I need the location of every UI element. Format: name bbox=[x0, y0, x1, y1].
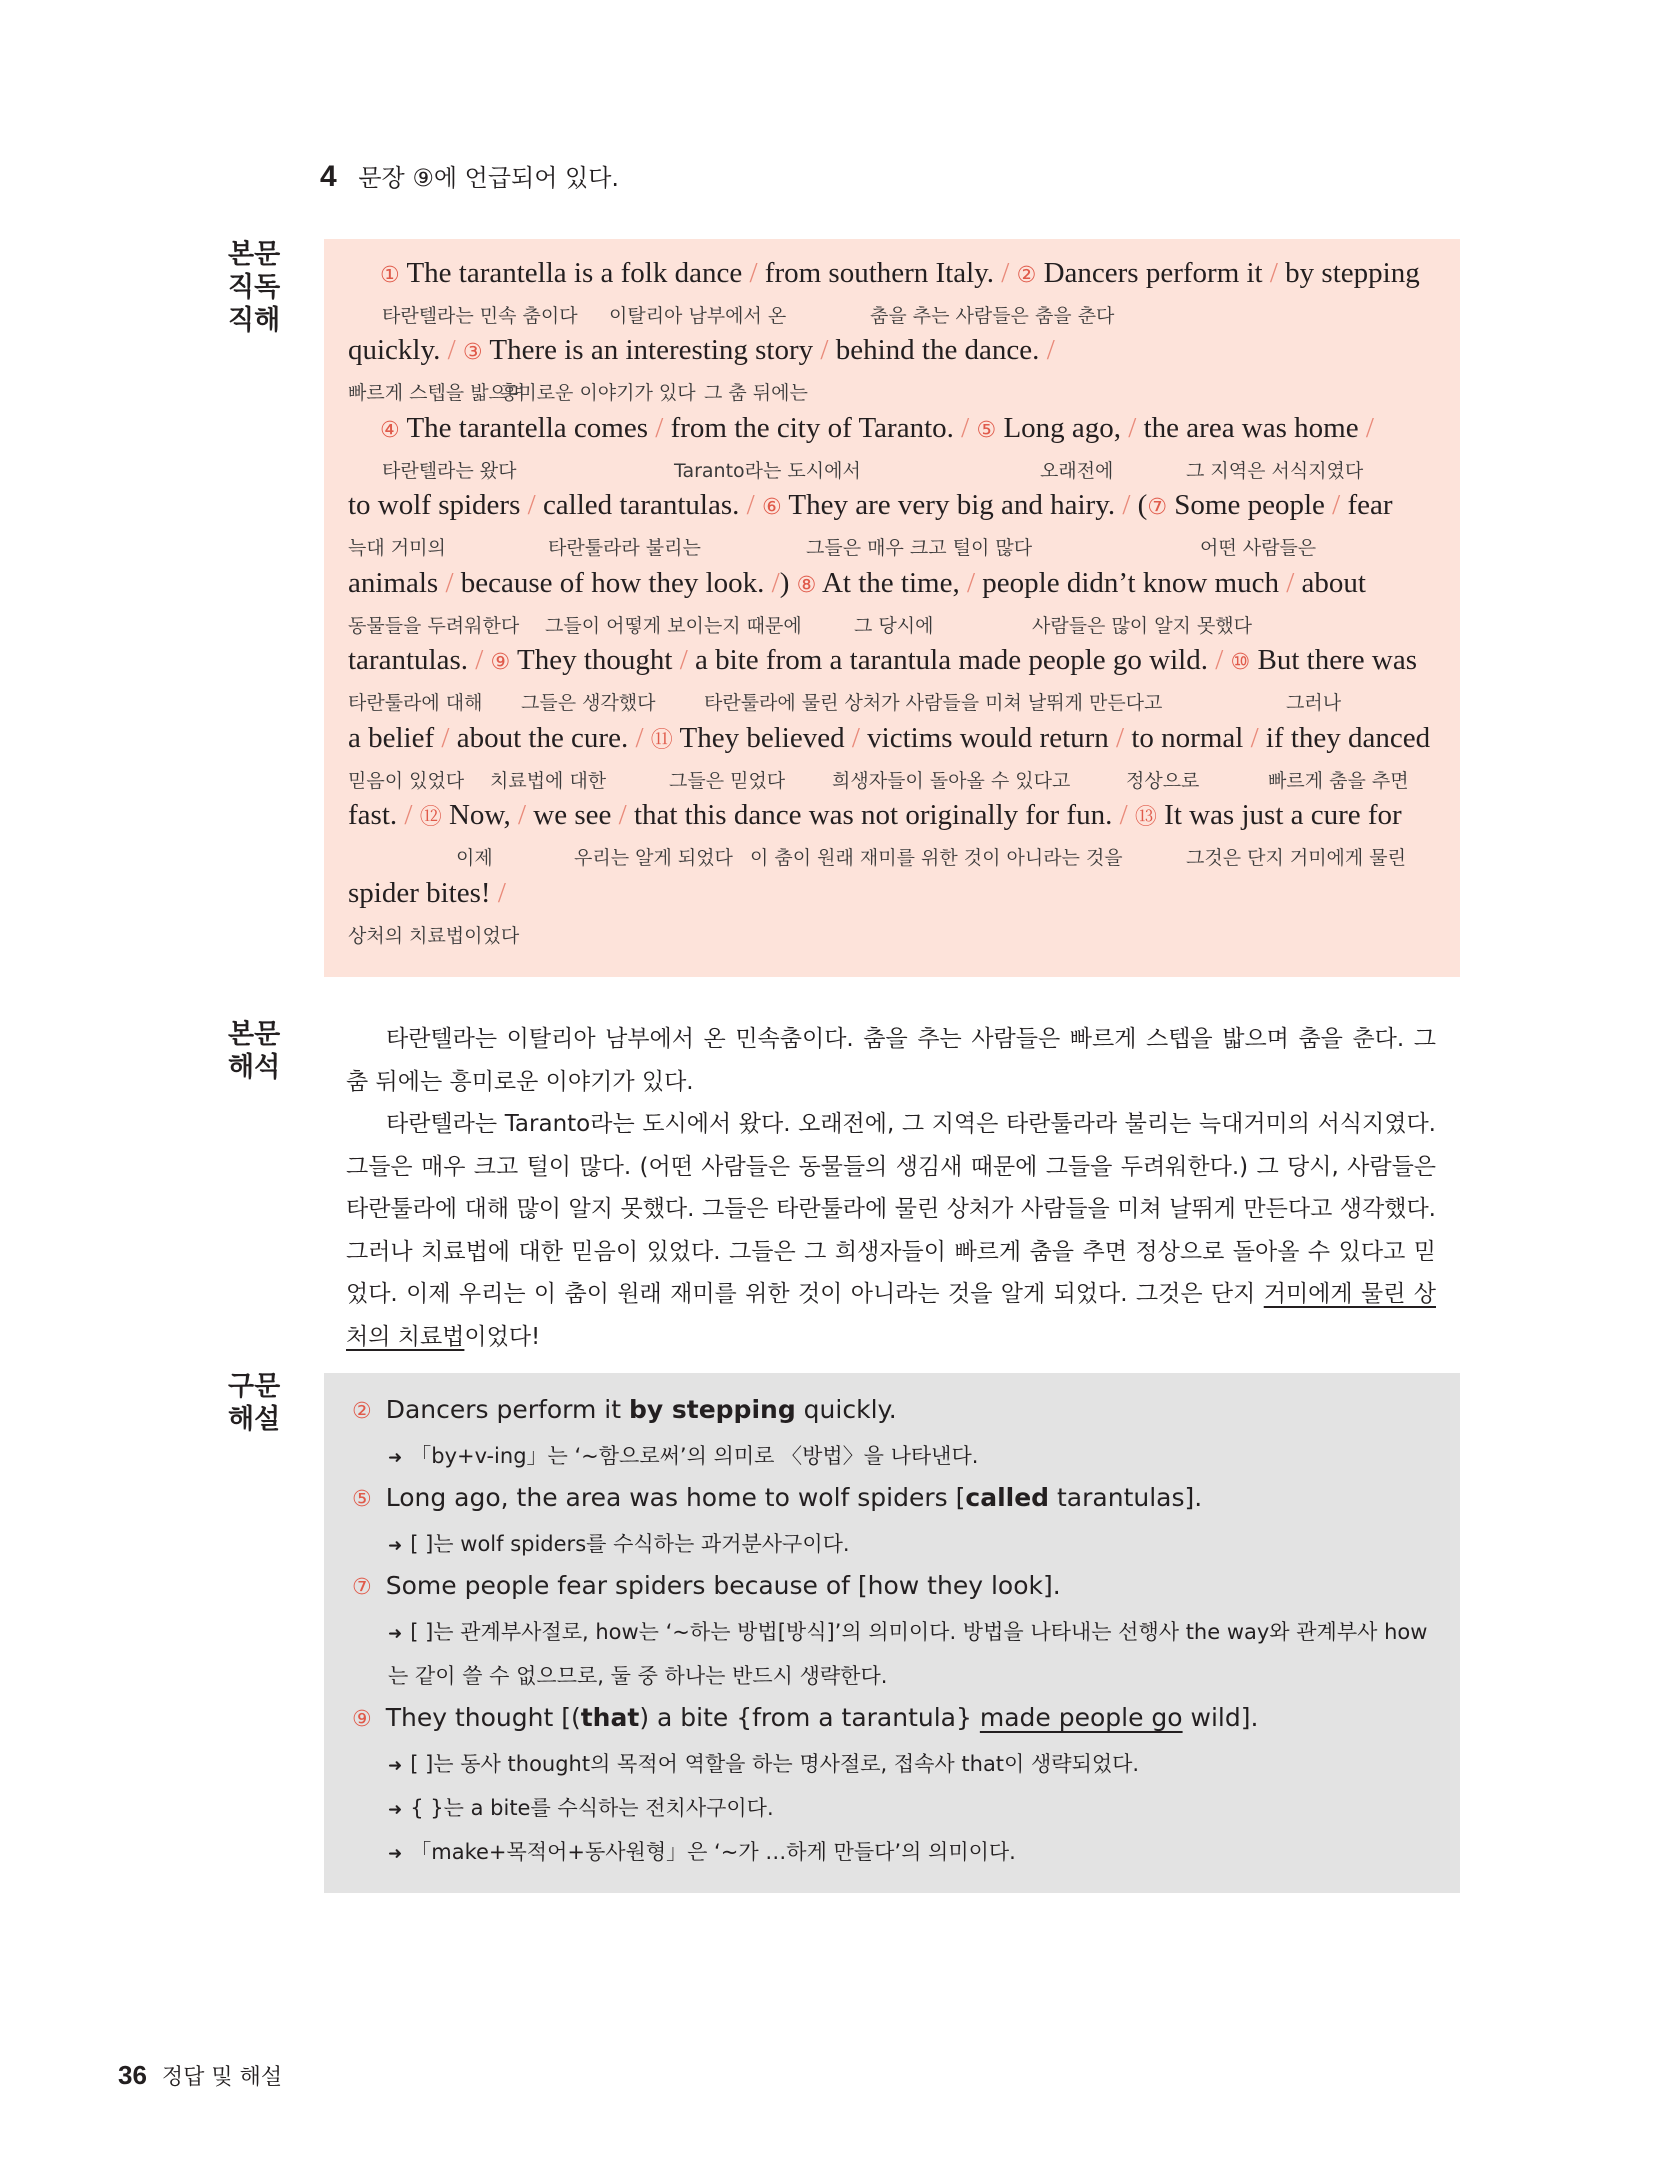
korean-gloss: 그 지역은 서식지였다 bbox=[1186, 460, 1364, 482]
korean-gloss: 춤을 추는 사람들은 춤을 춘다 bbox=[870, 305, 1115, 327]
english-chunk: There is an interesting story bbox=[482, 334, 821, 366]
english-line-7 bbox=[348, 722, 1436, 755]
sentence-number: ⑨ bbox=[490, 650, 511, 675]
korean-gloss: 그들은 믿었다 bbox=[669, 770, 786, 792]
english-chunk bbox=[483, 644, 490, 676]
note-text: [ ]는 wolf spiders를 수식하는 과거분사구이다. bbox=[410, 1532, 850, 1556]
sentence-number: ⑪ bbox=[650, 728, 673, 753]
english-chunk: animals bbox=[348, 567, 446, 599]
translation-paragraph-2 bbox=[346, 1103, 1436, 1358]
sentence-number: ⑤ bbox=[352, 1487, 372, 1512]
sentence-number: ③ bbox=[462, 340, 483, 365]
korean-gloss: 이 춤이 원래 재미를 위한 것이 아니라는 것을 bbox=[750, 847, 1123, 869]
syntax-sentence bbox=[352, 1395, 897, 1424]
english-chunk: by stepping bbox=[1277, 257, 1420, 289]
chunk-slash: / bbox=[447, 334, 456, 366]
english-line-5 bbox=[348, 567, 1436, 600]
english-chunk: about bbox=[1294, 567, 1366, 599]
arrow-icon: ➜ bbox=[388, 1756, 403, 1776]
chunk-slash: / bbox=[1215, 644, 1224, 676]
english-chunk: a bite from a tarantula made people go wild. bbox=[687, 644, 1216, 676]
sentence-number: ⑦ bbox=[352, 1575, 372, 1600]
english-chunk: It was just a cure for bbox=[1156, 799, 1402, 831]
english-chunk: tarantulas. bbox=[348, 644, 476, 676]
korean-gloss: 빠르게 스텝을 밟으며 bbox=[348, 382, 526, 404]
korean-gloss: 타란텔라는 민속 춤이다 bbox=[382, 305, 578, 327]
english-chunk: The tarantella is a folk dance bbox=[399, 257, 750, 289]
syntax-note bbox=[388, 1787, 1436, 1831]
footer-label: 정답 및 해설 bbox=[161, 2065, 283, 2090]
english-chunk bbox=[1223, 644, 1230, 676]
label-line: 본문 bbox=[228, 1019, 281, 1050]
chunk-slash: / bbox=[1128, 412, 1137, 444]
chunk-slash: / bbox=[404, 799, 413, 831]
chunk-slash: / bbox=[749, 257, 758, 289]
english-chunk: to normal bbox=[1124, 722, 1251, 754]
sentence-number: ⑫ bbox=[419, 805, 442, 830]
sentence-number: ④ bbox=[380, 418, 400, 443]
direct-reading-box bbox=[324, 239, 1460, 977]
english-chunk: quickly. bbox=[348, 334, 448, 366]
english-chunk: we see bbox=[526, 799, 619, 831]
sentence-text: tarantulas]. bbox=[1049, 1483, 1203, 1512]
korean-gloss: 빠르게 춤을 추면 bbox=[1268, 770, 1409, 792]
sentence-number: ⑤ bbox=[976, 418, 997, 443]
english-chunk: They believed bbox=[672, 722, 852, 754]
chunk-slash: / bbox=[961, 412, 970, 444]
translation-paragraph-1: 타란텔라는 이탈리아 남부에서 온 민속춤이다. 춤을 추는 사람들은 빠르게 스텝을 밟으며 춤을 춘다. 그 춤 뒤에는 흥미로운 이야기가 있다. bbox=[346, 1026, 1436, 1095]
sentence-number: ⑥ bbox=[761, 495, 782, 520]
chunk-slash: / bbox=[851, 722, 860, 754]
note-text: 「make+목적어+동사원형」은 ‘~가 …하게 만들다’의 의미이다. bbox=[410, 1840, 1016, 1864]
english-chunk: from southern Italy. bbox=[757, 257, 1002, 289]
note-text: [ ]는 관계부사절로, how는 ‘~하는 방법[방식]’의 의미이다. 방법을 나타내는 선행사 the way와 관계부사 how는 같이 쓸 수 없으므로, 둘 중 하나는 반드시 생략한다. bbox=[388, 1620, 1428, 1688]
korean-gloss: 늑대 거미의 bbox=[348, 537, 446, 559]
korean-gloss: 치료법에 대한 bbox=[490, 770, 607, 792]
sentence-number: ⑬ bbox=[1134, 805, 1157, 830]
sentence-bold: by stepping bbox=[628, 1395, 796, 1424]
korean-gloss: 정상으로 bbox=[1126, 770, 1200, 792]
korean-gloss: 그 당시에 bbox=[854, 615, 934, 637]
sentence-number: ⑧ bbox=[796, 573, 817, 598]
chunk-slash: / bbox=[1122, 489, 1131, 521]
english-chunk: Long ago, bbox=[996, 412, 1129, 444]
sentence-text: ) a bite {from a tarantula} bbox=[639, 1703, 980, 1732]
chunk-slash: / bbox=[1269, 257, 1278, 289]
sentence-text: They thought [( bbox=[385, 1703, 581, 1732]
label-translation bbox=[228, 1018, 280, 1084]
chunk-slash: / bbox=[618, 799, 627, 831]
sentence-text: Some people fear spiders because of [how they look]. bbox=[385, 1571, 1061, 1600]
english-chunk: fast. bbox=[348, 799, 405, 831]
korean-gloss: 타란텔라는 왔다 bbox=[382, 460, 517, 482]
sentence-underlined: made people go bbox=[979, 1703, 1183, 1732]
syntax-sentence bbox=[352, 1571, 1061, 1600]
korean-gloss: 사람들은 많이 알지 못했다 bbox=[1032, 615, 1253, 637]
translation-text: 타란텔라는 Taranto라는 도시에서 왔다. 오래전에, 그 지역은 타란툴라라 불리는 늑대거미의 서식지였다. 그들은 매우 크고 털이 많다. (어떤 사람들은 동물들의 생김새 때문에 그들을 두려워한다.) 그 당시, 사람들은 타란툴라에 대해 많이 알지 못했다. 그들은 타란툴라에 물린 상처가 사람들을 미쳐 날뛰게 만든다고 생각했다. 그러나 치료법에 대한 믿음이 있었다. 그들은 그 희생자들이 빠르게 춤을 추면 정상으로 돌아올 수 있다고 믿었다. 이제 우리는 이 춤이 원래 재미를 위한 것이 아니라는 것을 알게 되었다. 그것은 단지 bbox=[346, 1111, 1436, 1307]
chunk-slash: / bbox=[441, 722, 450, 754]
korean-gloss: 그들이 어떻게 보이는지 때문에 bbox=[545, 615, 802, 637]
syntax-sentence bbox=[352, 1703, 1258, 1732]
english-line-2 bbox=[348, 334, 1436, 367]
question-number: 4 bbox=[320, 160, 337, 193]
syntax-note bbox=[388, 1523, 1436, 1567]
question-answer: 문장 ⑨에 언급되어 있다. bbox=[358, 164, 620, 192]
label-line: 해석 bbox=[228, 1052, 281, 1083]
chunk-slash: / bbox=[1286, 567, 1295, 599]
sentence-number: ② bbox=[352, 1399, 372, 1424]
chunk-slash: / bbox=[475, 644, 484, 676]
arrow-icon: ➜ bbox=[388, 1624, 403, 1644]
syntax-box bbox=[324, 1373, 1460, 1893]
arrow-icon: ➜ bbox=[388, 1448, 403, 1468]
korean-gloss: 타란툴라에 물린 상처가 사람들을 미쳐 날뛰게 만든다고 bbox=[704, 692, 1163, 714]
english-chunk bbox=[1128, 799, 1135, 831]
chunk-slash: / bbox=[527, 489, 536, 521]
korean-gloss: 타란툴라라 불리는 bbox=[548, 537, 701, 559]
note-text: [ ]는 동사 thought의 목적어 역할을 하는 명사절로, 접속사 that이 생략되었다. bbox=[410, 1752, 1140, 1776]
chunk-slash: / bbox=[1365, 412, 1374, 444]
label-line: 구문 bbox=[228, 1371, 281, 1402]
korean-gloss: 그들은 생각했다 bbox=[521, 692, 656, 714]
label-line: 직해 bbox=[228, 305, 281, 336]
chunk-slash: / bbox=[820, 334, 829, 366]
page-number: 36 bbox=[118, 2060, 147, 2090]
chunk-slash: / bbox=[517, 799, 527, 831]
korean-gloss: 이탈리아 남부에서 온 bbox=[609, 305, 787, 327]
english-chunk bbox=[1009, 257, 1016, 289]
english-chunk: They thought bbox=[510, 644, 680, 676]
english-chunk: people didn’t know much bbox=[975, 567, 1287, 599]
korean-gloss: 그들은 매우 크고 털이 많다 bbox=[806, 537, 1033, 559]
sentence-text: quickly. bbox=[795, 1395, 897, 1424]
english-line-6 bbox=[348, 644, 1436, 677]
korean-gloss: 어떤 사람들은 bbox=[1200, 537, 1317, 559]
chunk-slash: / bbox=[655, 412, 664, 444]
english-line-8 bbox=[348, 799, 1436, 832]
korean-gloss: 믿음이 있었다 bbox=[348, 770, 465, 792]
syntax-note bbox=[388, 1831, 1436, 1875]
english-chunk: They are very big and hairy. bbox=[781, 489, 1123, 521]
sentence-text: wild]. bbox=[1182, 1703, 1259, 1732]
sentence-text: Dancers perform it bbox=[385, 1395, 629, 1424]
english-chunk: the area was home bbox=[1136, 412, 1366, 444]
korean-gloss: 흥미로운 이야기가 있다 bbox=[500, 382, 696, 404]
english-chunk: that this dance was not originally for fun. bbox=[626, 799, 1120, 831]
chunk-slash: / bbox=[1001, 257, 1010, 289]
translation-underlined: 거미에게 물린 상처의 치료법 bbox=[346, 1281, 1436, 1350]
english-line-1 bbox=[380, 257, 1436, 290]
chunk-slash: / bbox=[679, 644, 688, 676]
page-footer bbox=[118, 2060, 282, 2091]
english-chunk: if they danced bbox=[1258, 722, 1431, 754]
sentence-text: Long ago, the area was home to wolf spiders [ bbox=[385, 1483, 966, 1512]
label-syntax bbox=[228, 1370, 280, 1436]
sentence-number: ⑦ bbox=[1147, 495, 1168, 520]
chunk-slash: / bbox=[1119, 799, 1128, 831]
chunk-slash: / bbox=[1116, 722, 1125, 754]
syntax-note bbox=[388, 1435, 1436, 1479]
sentence-bold: that bbox=[580, 1703, 640, 1732]
chunk-slash: / bbox=[635, 722, 644, 754]
english-chunk: victims would return bbox=[859, 722, 1117, 754]
english-chunk: Dancers perform it bbox=[1036, 257, 1270, 289]
english-chunk bbox=[755, 489, 762, 521]
english-chunk: Now, bbox=[441, 799, 518, 831]
chunk-slash: / bbox=[966, 567, 976, 599]
syntax-note bbox=[388, 1611, 1436, 1697]
korean-gloss: 동물들을 두려워한다 bbox=[348, 615, 520, 637]
english-chunk bbox=[456, 334, 463, 366]
english-chunk: But there was bbox=[1250, 644, 1417, 676]
korean-gloss: 그 춤 뒤에는 bbox=[704, 382, 808, 404]
question-4 bbox=[320, 158, 619, 194]
sentence-bold: called bbox=[965, 1483, 1050, 1512]
korean-gloss: 오래전에 bbox=[1040, 460, 1114, 482]
english-line-3 bbox=[380, 412, 1436, 445]
english-chunk: At the time, bbox=[816, 567, 967, 599]
korean-gloss: 그러나 bbox=[1286, 692, 1342, 714]
chunk-slash: / bbox=[497, 877, 506, 909]
sentence-number: ⑨ bbox=[352, 1707, 372, 1732]
english-chunk: from the city of Taranto. bbox=[663, 412, 962, 444]
english-line-4 bbox=[348, 489, 1436, 522]
english-chunk bbox=[412, 799, 419, 831]
korean-gloss: 타란툴라에 대해 bbox=[348, 692, 483, 714]
english-chunk: behind the dance. bbox=[828, 334, 1047, 366]
chunk-slash: / bbox=[1250, 722, 1259, 754]
english-chunk: Some people bbox=[1167, 489, 1333, 521]
translation-text-end: 이었다! bbox=[464, 1323, 541, 1350]
english-chunk: called tarantulas. bbox=[535, 489, 747, 521]
syntax-sentence bbox=[352, 1483, 1202, 1512]
korean-gloss: 이제 bbox=[456, 847, 493, 869]
korean-gloss: 상처의 치료법이었다 bbox=[348, 925, 520, 947]
english-line-9 bbox=[348, 877, 1436, 910]
chunk-slash: / bbox=[1332, 489, 1341, 521]
chunk-slash: / bbox=[445, 567, 454, 599]
syntax-note bbox=[388, 1743, 1436, 1787]
label-direct-reading bbox=[228, 238, 280, 337]
chunk-slash: / bbox=[771, 567, 780, 599]
label-line: 본문 bbox=[228, 239, 281, 270]
label-line: 해설 bbox=[228, 1404, 281, 1435]
english-chunk: The tarantella comes bbox=[399, 412, 656, 444]
english-chunk: ) bbox=[779, 567, 797, 599]
english-chunk bbox=[644, 722, 651, 754]
chunk-slash: / bbox=[746, 489, 755, 521]
chunk-slash: / bbox=[1046, 334, 1055, 366]
korean-gloss: Taranto라는 도시에서 bbox=[674, 460, 861, 482]
sentence-number: ② bbox=[1016, 263, 1037, 288]
english-chunk: to wolf spiders bbox=[348, 489, 528, 521]
translation-section bbox=[346, 1018, 1436, 1358]
korean-gloss: 희생자들이 돌아올 수 있다고 bbox=[832, 770, 1071, 792]
note-text: 「by+v-ing」는 ‘~함으로써’의 의미로 〈방법〉을 나타낸다. bbox=[410, 1444, 979, 1468]
english-chunk: about the cure. bbox=[449, 722, 636, 754]
arrow-icon: ➜ bbox=[388, 1800, 403, 1820]
english-chunk: a belief bbox=[348, 722, 442, 754]
english-chunk: spider bites! bbox=[348, 877, 498, 909]
sentence-number: ⑩ bbox=[1230, 650, 1251, 675]
english-chunk: because of how they look. bbox=[453, 567, 772, 599]
korean-gloss: 우리는 알게 되었다 bbox=[574, 847, 733, 869]
arrow-icon: ➜ bbox=[388, 1536, 403, 1556]
korean-gloss: 그것은 단지 거미에게 물린 bbox=[1186, 847, 1407, 869]
note-text: { }는 a bite를 수식하는 전치사구이다. bbox=[410, 1796, 774, 1820]
sentence-number: ① bbox=[380, 263, 400, 288]
arrow-icon: ➜ bbox=[388, 1844, 403, 1864]
label-line: 직독 bbox=[228, 272, 281, 303]
english-chunk: ( bbox=[1130, 489, 1148, 521]
english-chunk: fear bbox=[1340, 489, 1393, 521]
